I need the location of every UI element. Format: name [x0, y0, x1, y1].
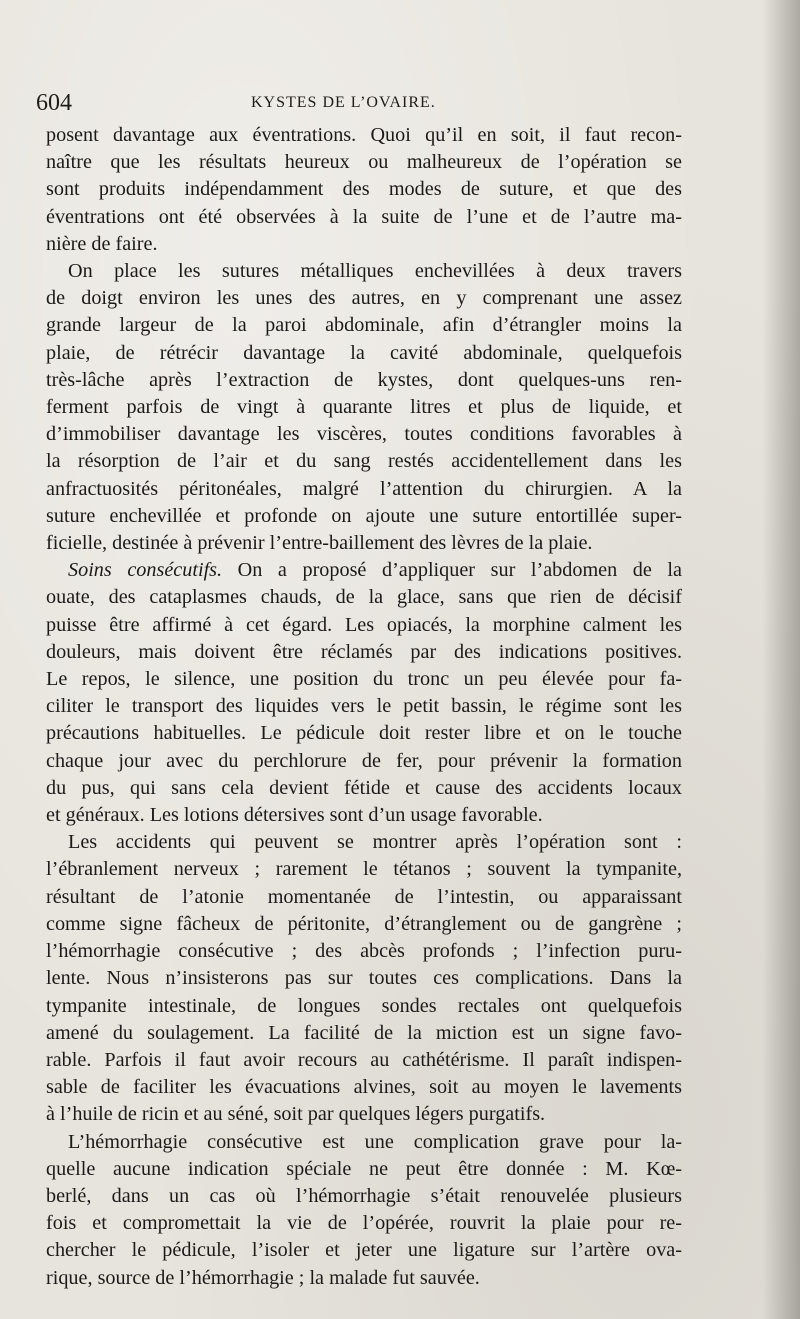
text-line: ouate, des cataplasmes chauds, de la glace, sans que rien de décisif: [46, 586, 682, 609]
text-line: rable. Parfois il faut avoir recours au cathétérisme. Il paraît indispen-: [46, 1048, 682, 1071]
text-line: chaque jour avec du perchlorure de fer, pour prévenir la formation: [46, 749, 682, 772]
page-header: [36, 90, 676, 120]
paragraph-sutures: [46, 258, 682, 557]
text-line: éventrations ont été observées à la suite de l’une et de l’autre ma-: [46, 205, 682, 228]
text-line: Le repos, le silence, une position du tronc un peu élevée pour fa-: [46, 668, 682, 691]
text-line: l’ébranlement nerveux ; rarement le tétanos ; souvent la tympanite,: [46, 858, 682, 881]
text-line: grande largeur de la paroi abdominale, afin d’étrangler moins la: [46, 314, 682, 337]
text-line: lente. Nous n’insisterons pas sur toutes ces complications. Dans la: [46, 967, 682, 990]
body-text: [46, 122, 682, 1292]
text-line: rique, source de l’hémorrhagie ; la malade fut sauvée.: [46, 1266, 480, 1289]
text-line: On place les sutures métalliques enchevillées à deux travers: [68, 260, 682, 283]
text-line: comme signe fâcheux de péritonite, d’étranglement ou de gangrène ;: [46, 912, 682, 935]
text-line: L’hémorrhagie consécutive est une complication grave pour la-: [68, 1130, 682, 1153]
text-line: fois et compromettait la vie de l’opérée, rouvrit la plaie pour re-: [46, 1212, 682, 1235]
text-line: d’immobiliser davantage les viscères, toutes conditions favorables à: [46, 423, 682, 446]
text-line: de doigt environ les unes des autres, en y comprenant une assez: [46, 287, 682, 310]
text-line: plaie, de rétrécir davantage la cavité abdominale, quelquefois: [46, 341, 682, 364]
text-line: puisse être affirmé à cet égard. Les opiacés, la morphine calment les: [46, 613, 682, 636]
text-line: Les accidents qui peuvent se montrer après l’opération sont :: [68, 831, 682, 854]
text-line: chercher le pédicule, l’isoler et jeter une ligature sur l’artère ova-: [46, 1239, 682, 1262]
text-line: la résorption de l’air et du sang restés accidentellement dans les: [46, 450, 682, 473]
text-line: sable de faciliter les évacuations alvines, soit au moyen le lavements: [46, 1076, 682, 1099]
text-line: nière de faire.: [46, 232, 158, 255]
text-line: amené du soulagement. La facilité de la miction est un signe favo-: [46, 1021, 682, 1044]
running-title: KYSTES DE L’OVAIRE.: [251, 94, 436, 111]
text-line: très-lâche après l’extraction de kystes, dont quelques-uns ren-: [46, 368, 682, 391]
paragraph-accidents: [46, 829, 682, 1128]
text-line: naître que les résultats heureux ou malheureux de l’opération se: [46, 151, 682, 174]
text-line: et généraux. Les lotions détersives sont d’un usage favorable.: [46, 804, 543, 827]
paragraph-continuation: [46, 122, 682, 258]
binding-shadow: [762, 0, 800, 1319]
text-line: posent davantage aux éventrations. Quoi qu’il en soit, il faut recon-: [46, 124, 682, 146]
text-line: [46, 557, 682, 584]
text-line: berlé, dans un cas où l’hémorrhagie s’était renouvelée plusieurs: [46, 1184, 682, 1207]
text-line: l’hémorrhagie consécutive ; des abcès profonds ; l’infection puru-: [46, 940, 682, 963]
text-line: anfractuosités péritonéales, malgré l’attention du chirurgien. A la: [46, 477, 682, 500]
paragraph-soins-consecutifs: [46, 557, 682, 829]
text-span: On a proposé d’appliquer sur l’abdomen de la: [222, 559, 682, 582]
text-line: résultant de l’atonie momentanée de l’intestin, ou apparaissant: [46, 885, 682, 908]
text-line: quelle aucune indication spéciale ne peut être donnée : M. Kœ-: [46, 1157, 682, 1180]
section-lead-italic: Soins consécutifs.: [68, 559, 223, 582]
text-line: sont produits indépendamment des modes de suture, et que des: [46, 178, 682, 201]
text-line: tympanite intestinale, de longues sondes rectales ont quelquefois: [46, 994, 682, 1017]
text-line: ciliter le transport des liquides vers le petit bassin, le régime sont les: [46, 695, 682, 718]
page-number: 604: [36, 90, 72, 116]
text-line: douleurs, mais doivent être réclamés par des indications positives.: [46, 640, 682, 663]
text-line: à l’huile de ricin et au séné, soit par quelques légers purgatifs.: [46, 1103, 546, 1126]
text-line: du pus, qui sans cela devient fétide et cause des accidents locaux: [46, 776, 682, 799]
text-line: précautions habituelles. Le pédicule doit rester libre et on le touche: [46, 722, 682, 745]
text-line: ficielle, destinée à prévenir l’entre-baillement des lèvres de la plaie.: [46, 532, 593, 555]
text-line: ferment parfois de vingt à quarante litres et plus de liquide, et: [46, 396, 682, 419]
text-line: suture enchevillée et profonde on ajoute une suture entortillée super-: [46, 504, 682, 527]
paragraph-hemorrhagie: [46, 1129, 682, 1292]
